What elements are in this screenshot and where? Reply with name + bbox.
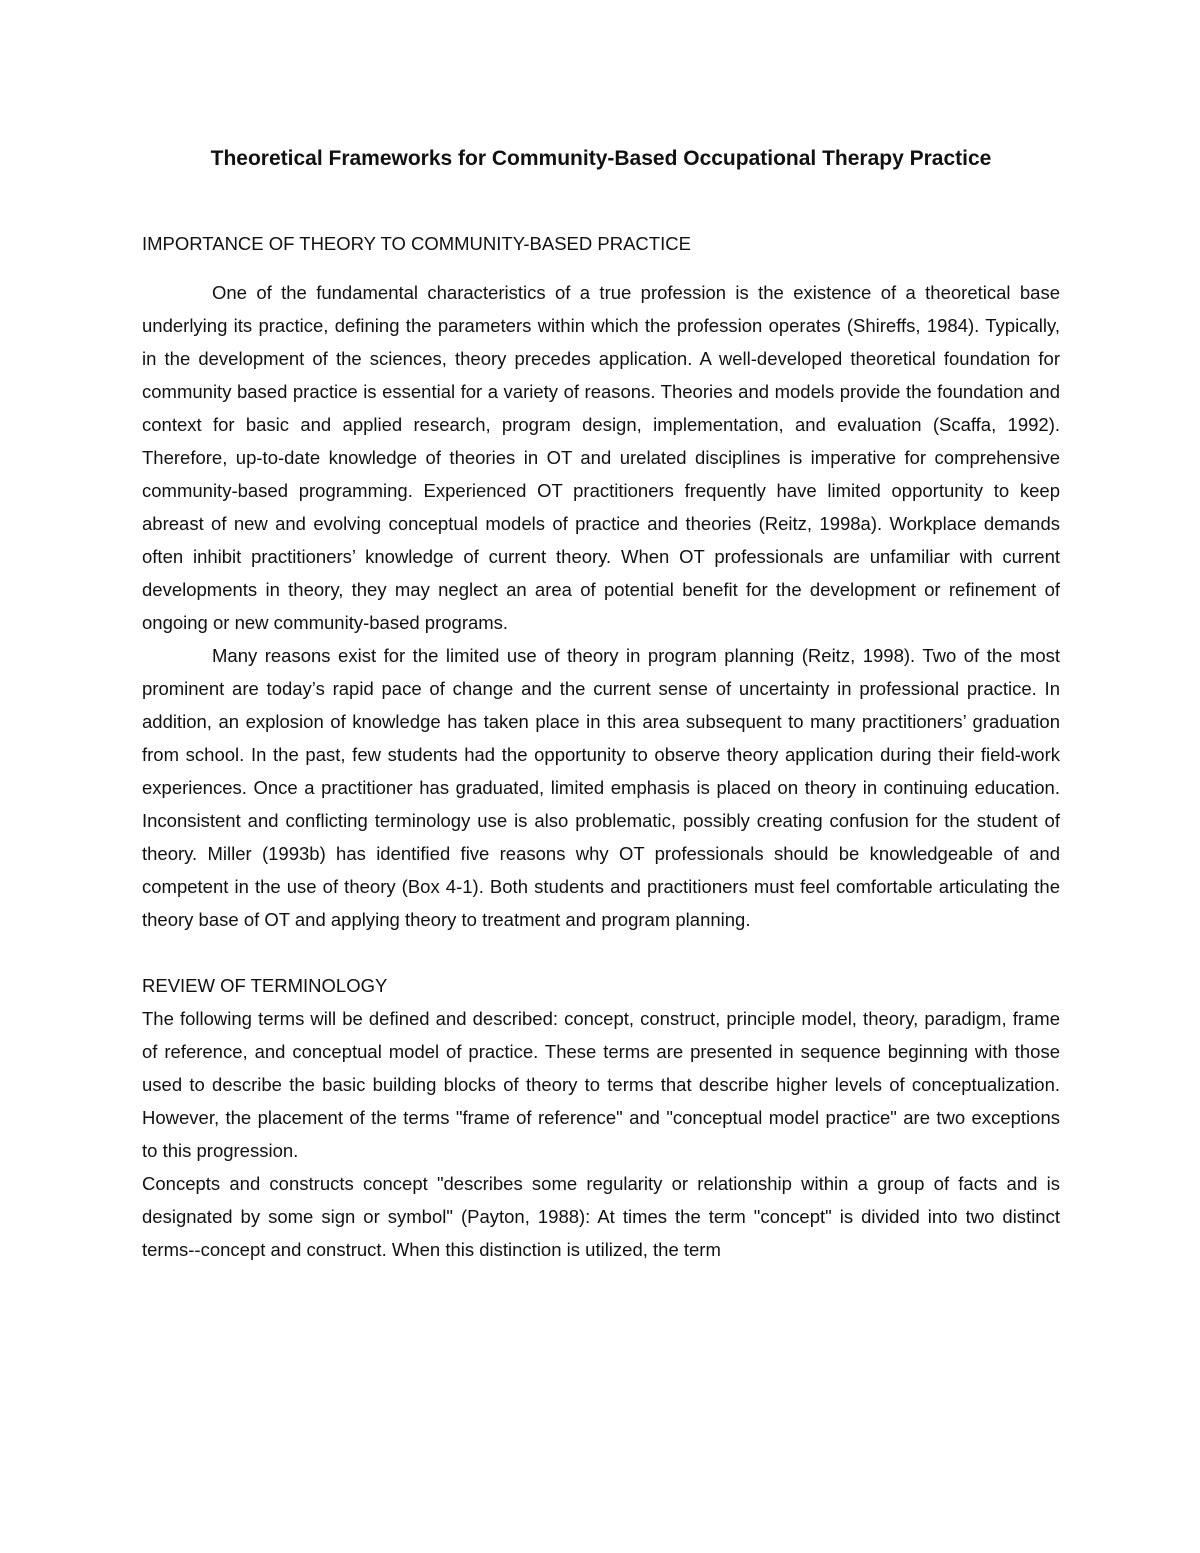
paragraph-terminology-1: The following terms will be defined and described: concept, construct, principle model, theory, paradigm, frame of reference, and conceptual model of practice. These terms are presented in sequence beginning with those used to describe the basic building blocks of theory to terms that describe higher levels of conceptualization. However, the placement of the terms "frame of reference" and "conceptual model practice" are two exceptions to this progression. <box>142 1008 1060 1161</box>
paragraph-importance-1: One of the fundamental characteristics of a true profession is the existence of a theoretical base underlying its practice, defining the parameters within which the profession operates (Shireffs, 1984). Typically, in the development of the sciences, theory precedes application. A well-developed theoretical foundation for community based practice is essential for a variety of reasons. Theories and models provide the foundation and context for basic and applied research, program design, implementation, and evaluation (Scaffa, 1992). Therefore, up-to-date knowledge of theories in OT and urelated disciplines is imperative for comprehensive community-based programming. Experienced OT practitioners frequently have limited opportunity to keep abreast of new and evolving conceptual models of practice and theories (Reitz, 1998a). Workplace demands often inhibit practitioners’ knowledge of current theory. When OT professionals are unfamiliar with current developments in theory, they may neglect an area of potential benefit for the development or refinement of ongoing or new community-based programs. <box>142 282 1060 633</box>
paragraph-terminology-2: Concepts and constructs concept "describes some regularity or relationship within a group of facts and is designated by some sign or symbol" (Payton, 1988): At times the term "concept" is divided into two distinct terms--concept and construct. When this distinction is utilized, the term <box>142 1173 1060 1260</box>
section-heading-importance-of-theory: IMPORTANCE OF THEORY TO COMMUNITY-BASED PRACTICE <box>142 233 691 254</box>
section-heading-review-of-terminology: REVIEW OF TERMINOLOGY <box>142 975 388 996</box>
paragraph-importance-2: Many reasons exist for the limited use of theory in program planning (Reitz, 1998). Two of the most prominent are today’s rapid pace of change and the current sense of uncertainty in professional practice. In addition, an explosion of knowledge has taken place in this area subsequent to many practitioners’ graduation from school. In the past, few students had the opportunity to observe theory application during their field-work experiences. Once a practitioner has graduated, limited emphasis is placed on theory in continuing education. Inconsistent and conflicting terminology use is also problematic, possibly creating confusion for the student of theory. Miller (1993b) has identified five reasons why OT professionals should be knowledgeable of and competent in the use of theory (Box 4-1). Both students and practitioners must feel comfortable articulating the theory base of OT and applying theory to treatment and program planning. <box>142 645 1060 930</box>
document-title: Theoretical Frameworks for Community-Based Occupational Therapy Practice <box>210 147 992 170</box>
document-body <box>142 142 1060 1266</box>
